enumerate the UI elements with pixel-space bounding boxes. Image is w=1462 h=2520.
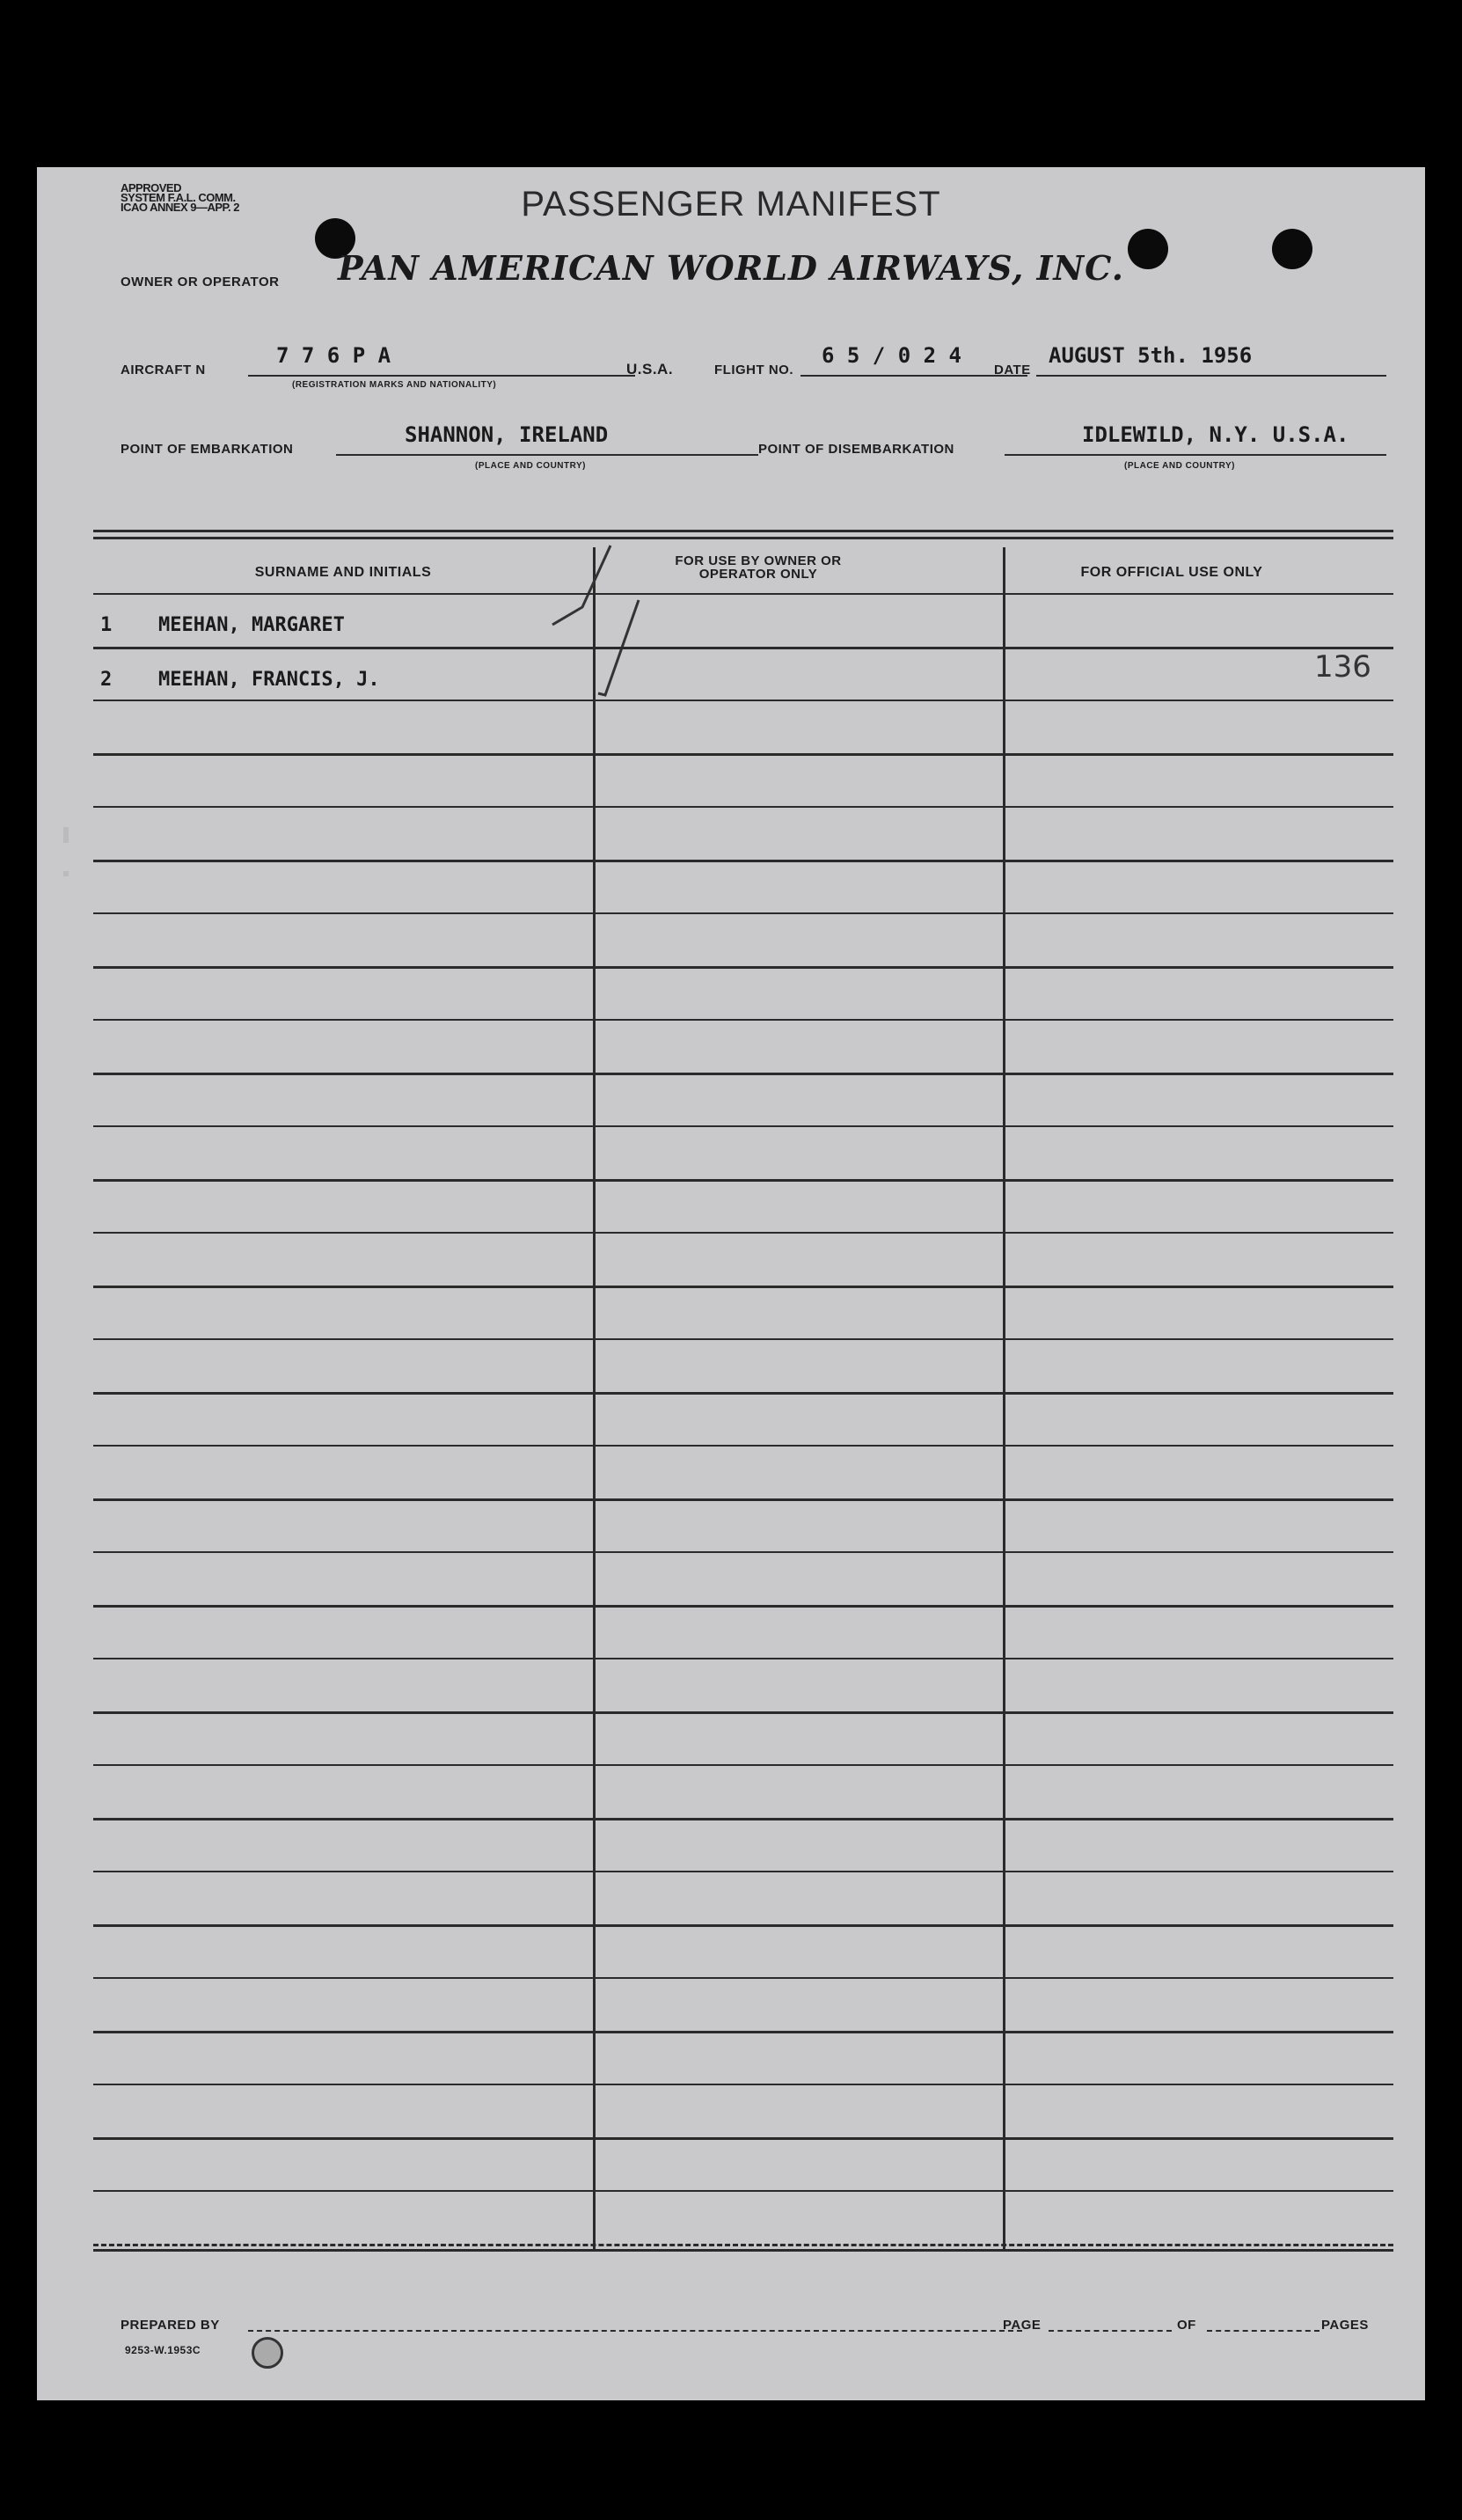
flight-label: FLIGHT NO. [714, 363, 793, 377]
embark-note: (PLACE AND COUNTRY) [475, 461, 586, 471]
ruled-row-line [93, 1871, 1393, 1872]
ruled-row-line [93, 1551, 1393, 1553]
flight-date: AUGUST 5th. 1956 [1049, 343, 1253, 368]
col-official-header: FOR OFFICIAL USE ONLY [1080, 565, 1263, 580]
ruled-row-line [93, 1605, 1393, 1608]
airline-name: PAN AMERICAN WORLD AIRWAYS, INC. [338, 248, 1124, 288]
ruled-row-line [93, 700, 1393, 701]
ruled-row-line [93, 966, 1393, 969]
margin-mark [63, 827, 69, 843]
of-label: OF [1177, 2318, 1196, 2333]
ruled-row-line [93, 1711, 1393, 1714]
ruled-row-line [93, 2084, 1393, 2085]
ruled-row-line [93, 1073, 1393, 1075]
passenger-num: 2 [100, 669, 113, 691]
column-divider [593, 547, 596, 2251]
check-mark [547, 528, 670, 704]
ruled-row-line [93, 806, 1393, 808]
aircraft-note: (REGISTRATION MARKS AND NATIONALITY) [292, 380, 497, 390]
ruled-row-line [93, 860, 1393, 862]
ruled-row-line [93, 647, 1393, 649]
approval-line: SYSTEM F.A.L. COMM. [121, 191, 236, 204]
passenger-name: MEEHAN, FRANCIS, J. [158, 669, 380, 691]
ruled-row-line [93, 2190, 1393, 2192]
margin-mark [63, 871, 69, 876]
union-label-stamp [252, 2337, 283, 2369]
aircraft-label: AIRCRAFT N [121, 363, 206, 377]
ruled-row-line [93, 1977, 1393, 1979]
flight-number: 6 5 / 0 2 4 [822, 343, 961, 368]
page-title: PASSENGER MANIFEST [521, 185, 941, 223]
disembark-underline [1005, 454, 1386, 456]
aircraft-value: 7 7 6 P A [276, 343, 391, 368]
usa-label: U.S.A. [626, 361, 674, 377]
ruled-row-line [93, 912, 1393, 914]
ruled-row-line [93, 593, 1393, 595]
ruled-row-line [93, 1286, 1393, 1288]
ruled-row-line [93, 1658, 1393, 1659]
approval-line: APPROVED [121, 181, 181, 194]
disembark-note: (PLACE AND COUNTRY) [1124, 461, 1235, 471]
ruled-row-line [93, 1179, 1393, 1182]
prepared-by-line [248, 2330, 1022, 2332]
date-label: DATE [994, 363, 1031, 377]
date-underline [1036, 375, 1386, 377]
embark-label: POINT OF EMBARKATION [121, 442, 294, 457]
disembark-value: IDLEWILD, N.Y. U.S.A. [1082, 422, 1349, 447]
owner-label: OWNER OR OPERATOR [121, 275, 280, 289]
ruled-row-line [93, 1338, 1393, 1340]
official-note: 136 [1314, 649, 1371, 685]
pages-label: PAGES [1321, 2318, 1369, 2333]
col-owner-header: FOR USE BY OWNER OR OPERATOR ONLY [675, 553, 842, 582]
ruled-row-line [93, 1818, 1393, 1820]
ruled-row-line [93, 1445, 1393, 1447]
ruled-row-line [93, 1498, 1393, 1501]
form-code: 9253-W.1953C [125, 2344, 201, 2356]
ruled-row-line [93, 1019, 1393, 1021]
manifest-sheet [37, 167, 1425, 2400]
ruled-row-line [93, 1232, 1393, 1234]
of-line [1207, 2330, 1319, 2332]
table-bottom-border [93, 2249, 1393, 2252]
aircraft-underline [248, 375, 635, 377]
embark-value: SHANNON, IRELAND [405, 422, 609, 447]
ruled-row-line [93, 1125, 1393, 1127]
ruled-row-line [93, 2031, 1393, 2033]
ruled-row-line [93, 753, 1393, 756]
ruled-row-line [93, 1764, 1393, 1766]
passenger-name: MEEHAN, MARGARET [158, 614, 345, 636]
prepared-by-label: PREPARED BY [121, 2318, 220, 2333]
table-top-border [93, 537, 1393, 539]
column-divider [1003, 547, 1005, 2251]
disembark-label: POINT OF DISEMBARKATION [758, 442, 954, 457]
approval-line: ICAO ANNEX 9—APP. 2 [121, 201, 239, 214]
ruled-row-line [93, 1392, 1393, 1395]
table-top-border [93, 530, 1393, 532]
col-surname-header: SURNAME AND INITIALS [254, 565, 432, 580]
ruled-row-line [93, 1924, 1393, 1927]
page-label: PAGE [1003, 2318, 1042, 2333]
table-bottom-border [93, 2244, 1393, 2246]
ruled-row-line [93, 2137, 1393, 2140]
page-line [1049, 2330, 1172, 2332]
passenger-num: 1 [100, 614, 113, 636]
embark-underline [336, 454, 758, 456]
